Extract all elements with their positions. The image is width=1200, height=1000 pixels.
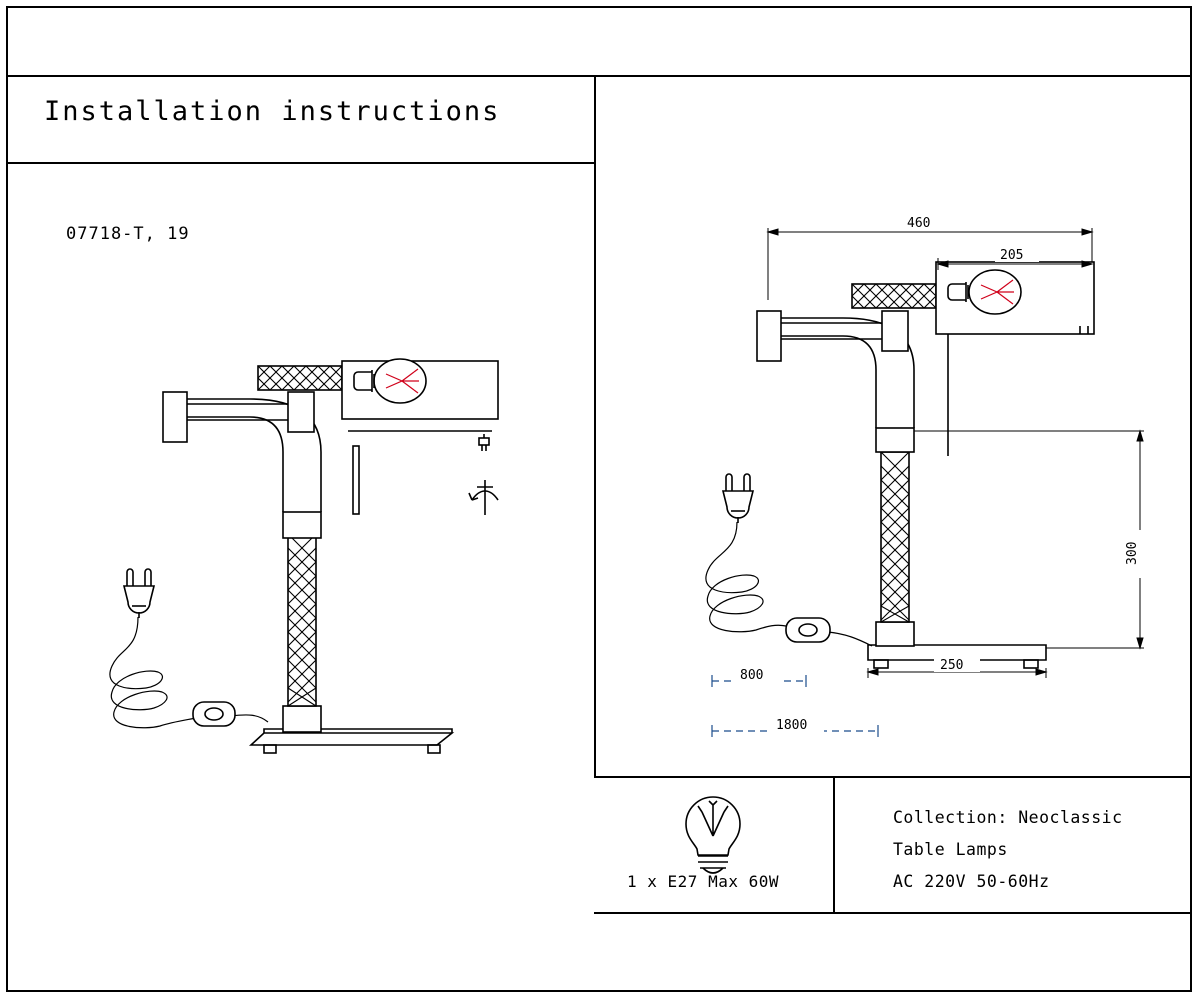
dim-800: 800	[740, 668, 764, 683]
light-bulb-icon	[686, 797, 740, 873]
dim-300: 300	[1125, 541, 1140, 565]
spec-line-category: Table Lamps	[893, 840, 1008, 859]
dim-250: 250	[940, 658, 964, 673]
spec-line-voltage: AC 220V 50-60Hz	[893, 872, 1050, 891]
page-title: Installation instructions	[44, 96, 501, 127]
dim-1800: 1800	[776, 718, 808, 733]
bulb-caption: 1 x E27 Max 60W	[627, 872, 779, 891]
model-code: 07718-T, 19	[66, 224, 190, 244]
spec-panel	[893, 802, 1123, 898]
spec-line-collection: Collection: Neoclassic	[893, 808, 1123, 827]
dim-205: 205	[1000, 248, 1024, 263]
dim-460: 460	[907, 216, 931, 231]
